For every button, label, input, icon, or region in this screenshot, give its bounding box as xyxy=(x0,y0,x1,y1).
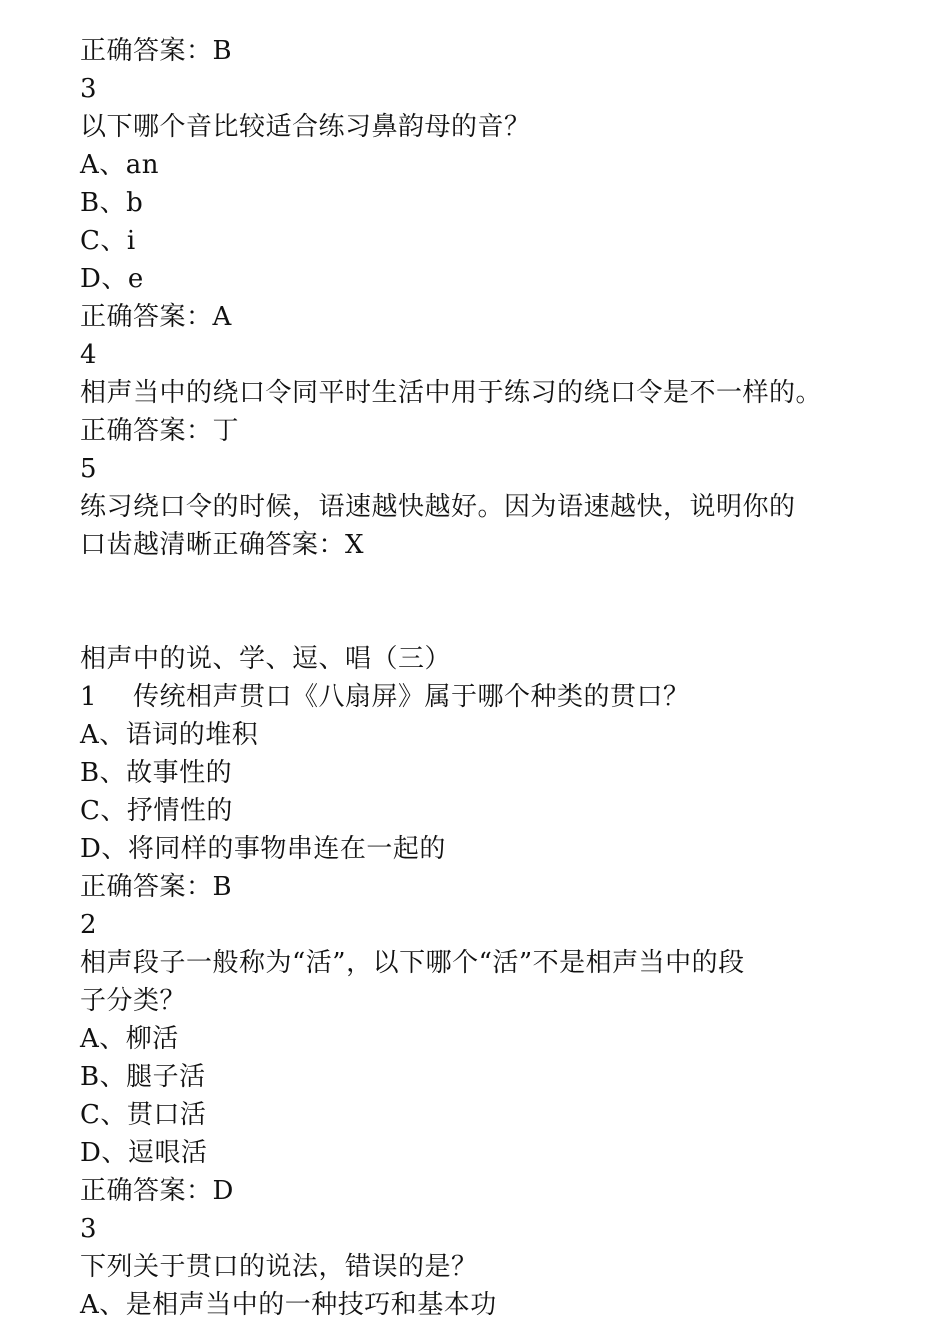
option-c: C、贯口活 xyxy=(80,1100,207,1130)
option-c: C、抒情性的 xyxy=(80,796,233,826)
option-c: C、i xyxy=(80,226,136,256)
question-number: 1 xyxy=(80,682,98,712)
answer-line: 正确答案：B xyxy=(80,36,233,66)
option-b: B、腿子活 xyxy=(80,1062,206,1092)
option-d: D、将同样的事物串连在一起的 xyxy=(80,834,446,864)
question-number: 3 xyxy=(80,74,98,104)
question-text-continued: 口齿越清晰正确答案：X xyxy=(80,530,365,560)
option-b: B、故事性的 xyxy=(80,758,233,788)
question-text: 以下哪个音比较适合练习鼻韵母的音？ xyxy=(80,112,531,142)
answer-line: 正确答案：D xyxy=(80,1176,234,1206)
option-d: D、e xyxy=(80,264,144,294)
option-d: D、逗哏活 xyxy=(80,1138,208,1168)
option-a: A、柳活 xyxy=(80,1024,179,1054)
option-b: B、b xyxy=(80,188,144,218)
question-line xyxy=(80,678,940,716)
option-a: A、是相声当中的一种技巧和基本功 xyxy=(80,1290,497,1320)
question-number: 3 xyxy=(80,1214,98,1244)
section-gap xyxy=(80,564,940,640)
question-text: 相声当中的绕口令同平时生活中用于练习的绕口令是不一样的。 xyxy=(80,378,823,408)
answer-line: 正确答案：A xyxy=(80,302,232,332)
question-text: 下列关于贯口的说法，错误的是？ xyxy=(80,1252,478,1282)
option-a: A、语词的堆积 xyxy=(80,720,259,750)
document-page xyxy=(80,32,940,1324)
question-text: 相声段子一般称为“活”，以下哪个“活”不是相声当中的段 xyxy=(80,948,745,978)
question-text: 练习绕口令的时候，语速越快越好。因为语速越快，说明你的 xyxy=(80,492,796,522)
answer-line: 正确答案：B xyxy=(80,872,233,902)
question-number: 4 xyxy=(80,340,98,370)
question-number: 5 xyxy=(80,454,98,484)
answer-line: 正确答案：丁 xyxy=(80,416,240,446)
section-title: 相声中的说、学、逗、唱（三） xyxy=(80,644,452,674)
question-number: 2 xyxy=(80,910,98,940)
question-text-continued: 子分类？ xyxy=(80,986,187,1016)
option-a: A、an xyxy=(80,150,160,180)
question-text: 传统相声贯口《八扇屏》属于哪个种类的贯口？ xyxy=(133,682,690,712)
